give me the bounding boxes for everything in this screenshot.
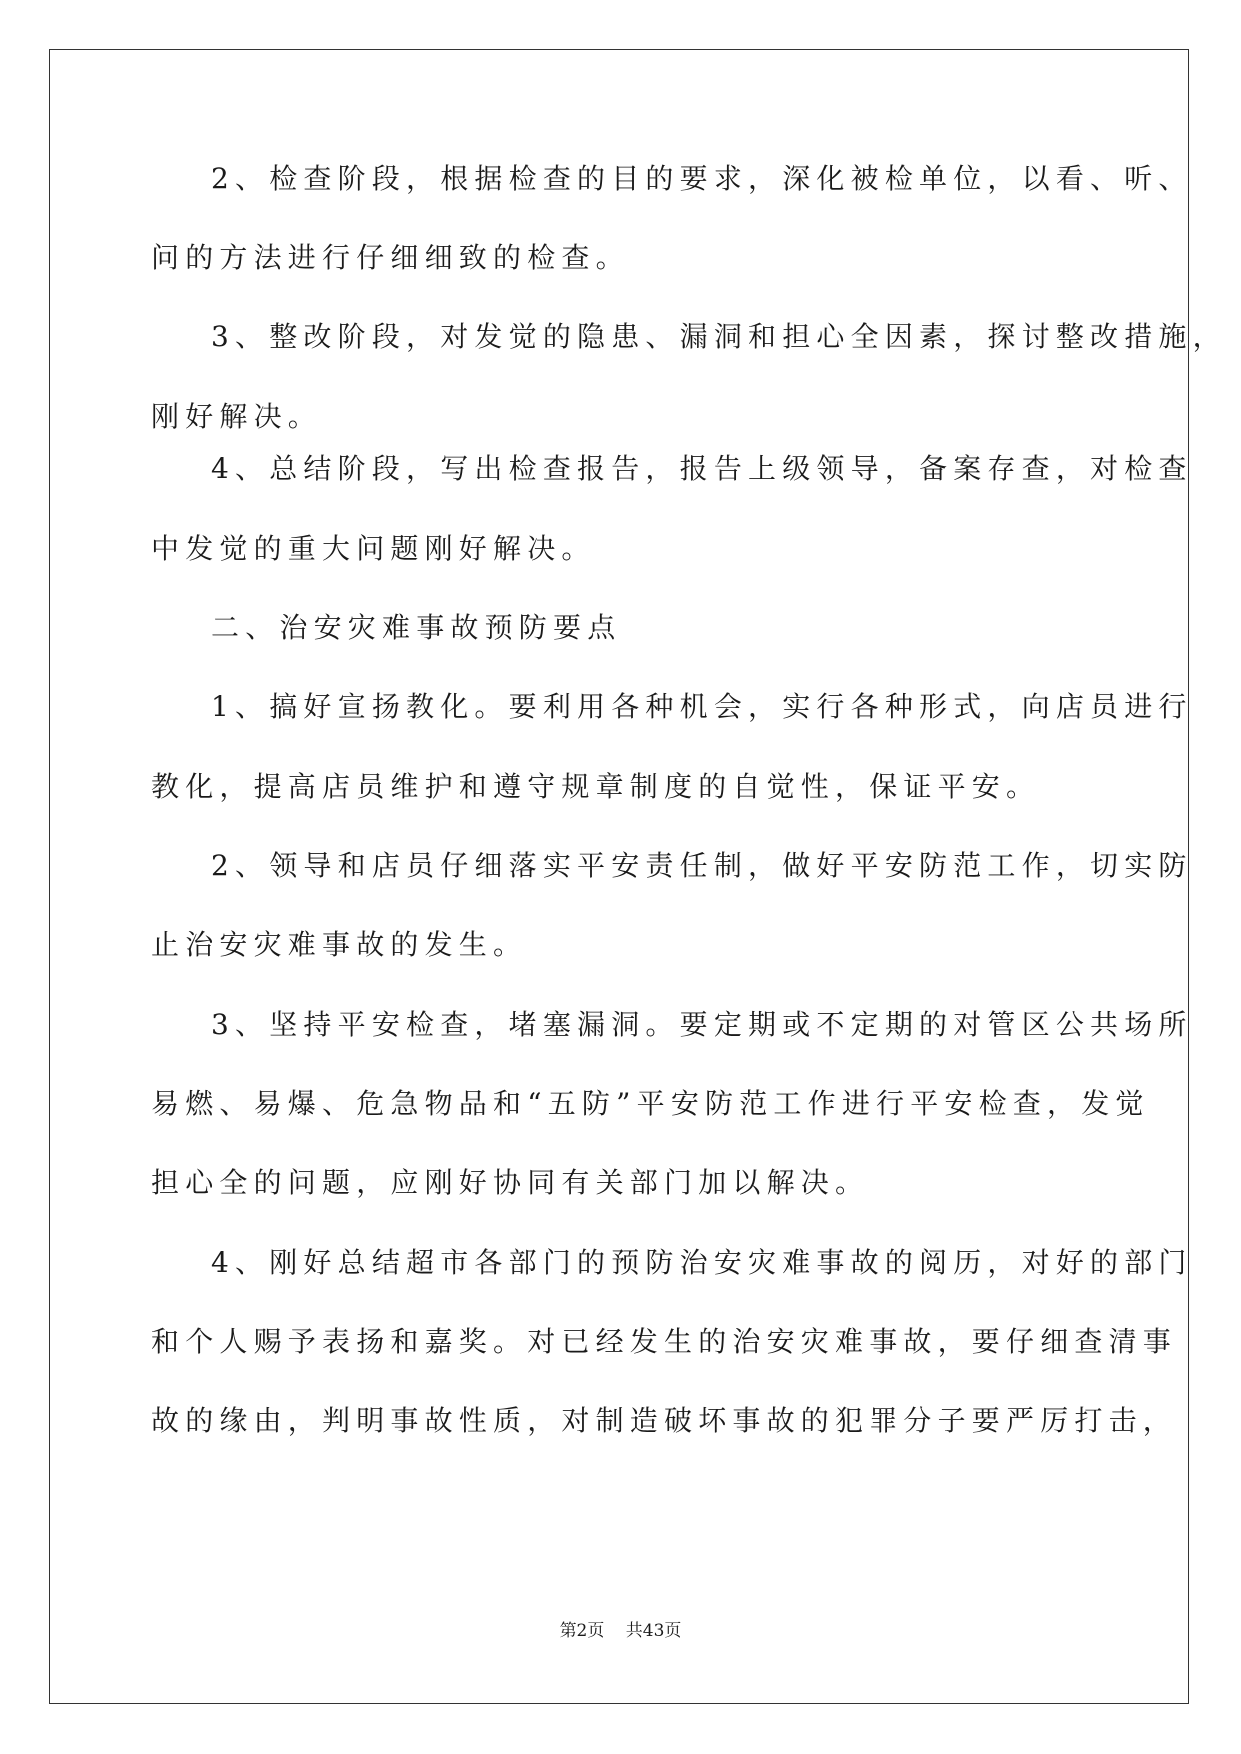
paragraph-line: 刚好解决。	[151, 400, 323, 433]
paragraph-line: 中发觉的重大问题刚好解决。	[151, 532, 596, 565]
page-total: 共43页	[625, 1621, 682, 1641]
page-footer	[0, 1619, 1241, 1643]
paragraph-line: 故的缘由，判明事故性质，对制造破坏事故的犯罪分子要严厉打击，	[151, 1404, 1178, 1437]
paragraph-line: 1、搞好宣扬教化。要利用各种机会，实行各种形式，向店员进行	[211, 690, 1193, 723]
paragraph-line: 止治安灾难事故的发生。	[151, 928, 528, 961]
paragraph-line: 教化，提高店员维护和遵守规章制度的自觉性，保证平安。	[151, 770, 1041, 803]
paragraph-line: 和个人赐予表扬和嘉奖。对已经发生的治安灾难事故，要仔细查清事	[151, 1325, 1178, 1358]
paragraph-line: 4、刚好总结超市各部门的预防治安灾难事故的阅历，对好的部门	[211, 1246, 1193, 1279]
paragraph-line: 3、整改阶段，对发觉的隐患、漏洞和担心全因素，探讨整改措施，	[211, 320, 1227, 353]
page-number: 第2页	[559, 1621, 605, 1641]
paragraph-line: 2、检查阶段，根据检查的目的要求，深化被检单位，以看、听、	[211, 162, 1193, 195]
paragraph-line: 3、坚持平安检查，堵塞漏洞。要定期或不定期的对管区公共场所	[211, 1008, 1193, 1041]
paragraph-line: 2、领导和店员仔细落实平安责任制，做好平安防范工作，切实防	[211, 849, 1193, 882]
paragraph-line: 4、总结阶段，写出检查报告，报告上级领导，备案存查，对检查	[211, 452, 1193, 485]
paragraph-line: 易燃、易爆、危急物品和“五防”平安防范工作进行平安检查，发觉	[151, 1087, 1150, 1120]
paragraph-line: 担心全的问题，应刚好协同有关部门加以解决。	[151, 1166, 870, 1199]
paragraph-line: 问的方法进行仔细细致的检查。	[151, 241, 630, 274]
section-heading: 二、治安灾难事故预防要点	[211, 611, 622, 644]
